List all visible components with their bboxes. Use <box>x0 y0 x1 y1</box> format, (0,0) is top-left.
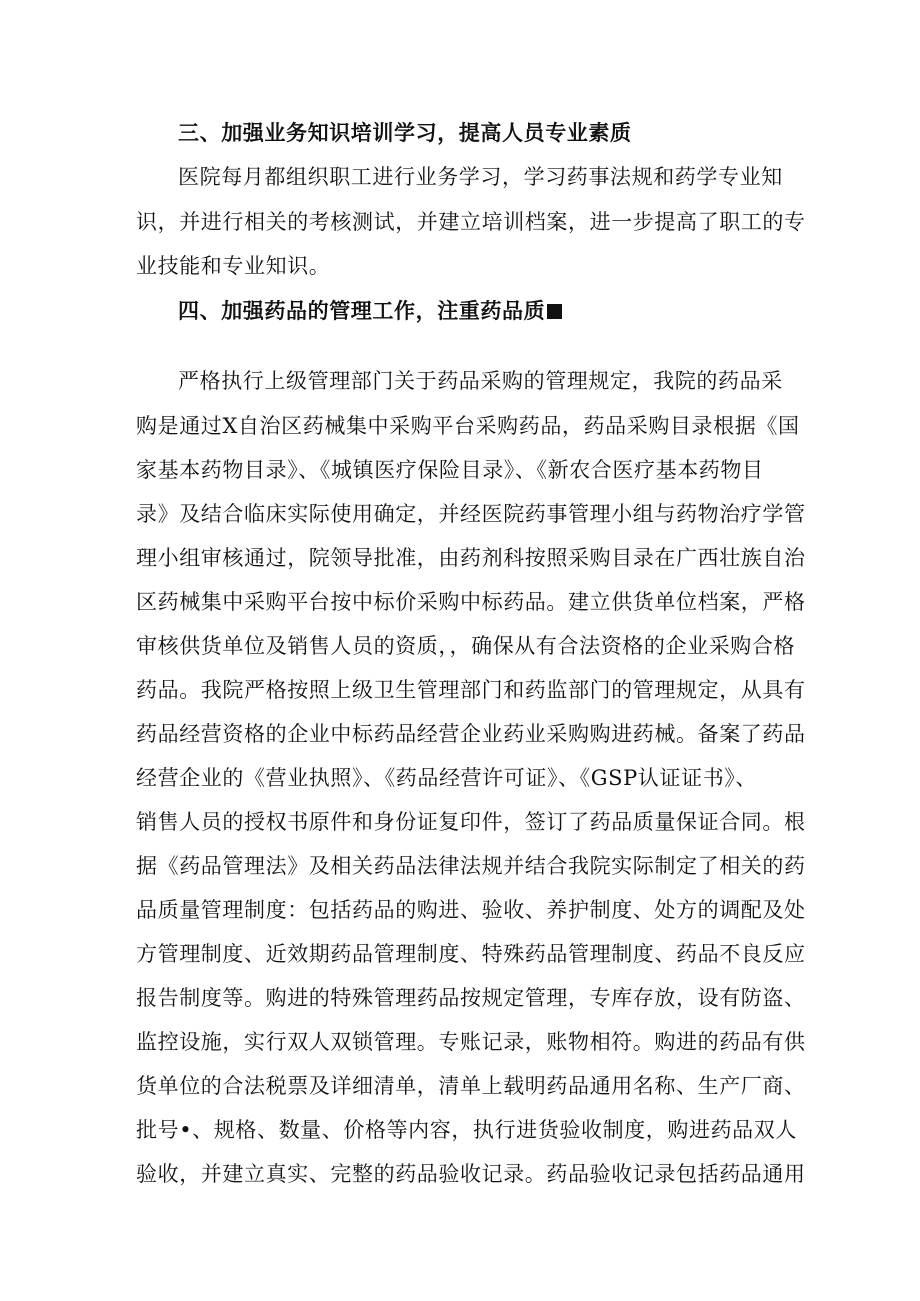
paragraph-line: 家基本药物目录》、《城镇医疗保险目录》、《新农合医疗基本药物目 <box>136 458 764 482</box>
paragraph-line: 据《药品管理法》及相关药品法律法规并结合我院实际制定了相关的药 <box>136 854 806 878</box>
paragraph-line: 货单位的合法税票及详细清单，清单上载明药品通用名称、生产厂商、 <box>136 1074 806 1098</box>
paragraph-line: 方管理制度、近效期药品管理制度、特殊药品管理制度、药品不良反应 <box>136 942 806 966</box>
paragraph-line: 品质量管理制度：包括药品的购进、验收、养护制度、处方的调配及处 <box>136 898 806 922</box>
paragraph-line: 验收，并建立真实、完整的药品验收记录。药品验收记录包括药品通用 <box>136 1162 806 1186</box>
paragraph-line: 监控设施，实行双人双锁管理。专账记录，账物相符。购进的药品有供 <box>136 1030 806 1054</box>
paragraph-line: 经营企业的《营业执照》、《药品经营许可证》、《GSP认证证书》、 <box>136 766 757 790</box>
paragraph-line: 报告制度等。购进的特殊管理药品按规定管理，专库存放，设有防盗、 <box>136 986 806 1010</box>
paragraph-line: 销售人员的授权书原件和身份证复印件，签订了药品质量保证合同。根 <box>136 810 806 834</box>
paragraph-line: 理小组审核通过，院领导批准，由药剂科按照采购目录在广西壮族自治 <box>136 546 806 570</box>
section-4-heading: 四、加强药品的管理工作，注重药品质 <box>178 299 546 323</box>
section-3-heading: 三、加强业务知识培训学习，提高人员专业素质 <box>178 121 632 145</box>
section-4-heading-wrapper <box>178 291 562 331</box>
paragraph-line: 批号•、规格、数量、价格等内容，执行进货验收制度，购进药品双人 <box>136 1118 797 1142</box>
paragraph-line: 识，并进行相关的考核测试，并建立培训档案，进一步提高了职工的专 <box>136 210 806 234</box>
paragraph-line: 审核供货单位及销售人员的资质，，确保从有合法资格的企业采购合格 <box>136 634 796 658</box>
paragraph-line: 严格执行上级管理部门关于药品采购的管理规定，我院的药品采 <box>178 369 783 393</box>
paragraph-line: 药品。我院严格按照上级卫生管理部门和药监部门的管理规定，从具有 <box>136 678 806 702</box>
paragraph-line: 录》及结合临床实际使用确定，并经医院药事管理小组与药物治疗学管 <box>136 502 806 526</box>
paragraph-line: 药品经营资格的企业中标药品经营企业药业采购购进药械。备案了药品 <box>136 722 806 746</box>
black-square-icon <box>547 304 562 319</box>
paragraph-line: 区药械集中采购平台按中标价采购中标药品。建立供货单位档案，严格 <box>136 590 806 614</box>
paragraph-line: 购是通过X自治区药械集中采购平台采购药品，药品采购目录根据《国 <box>136 414 800 438</box>
paragraph-line: 医院每月都组织职工进行业务学习，学习药事法规和药学专业知 <box>178 165 783 189</box>
paragraph-line: 业技能和专业知识。 <box>136 254 331 278</box>
